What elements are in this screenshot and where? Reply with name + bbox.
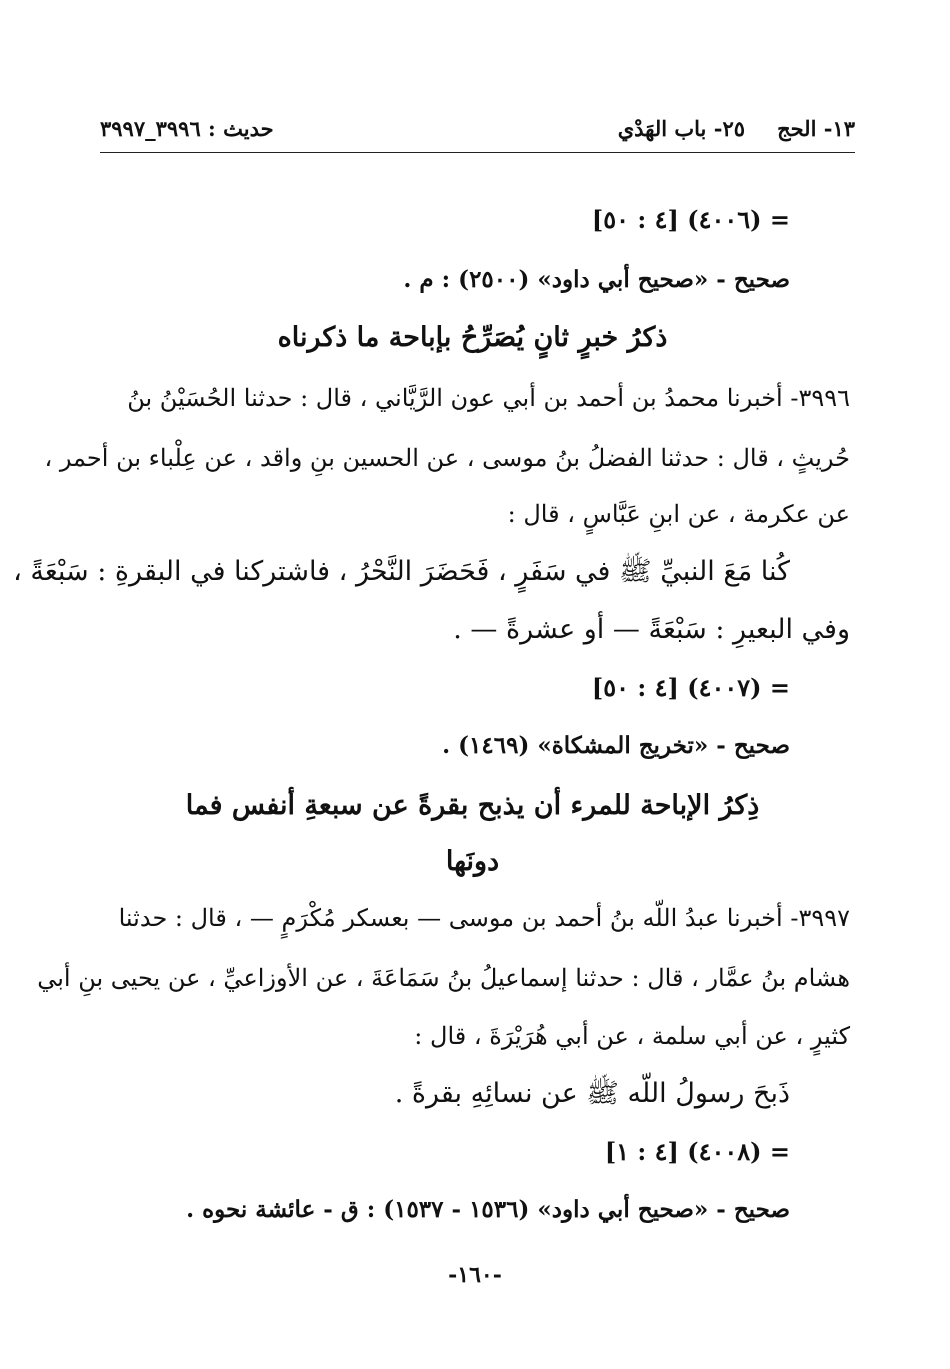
cross-reference-2: = (٤٠٠٧) [٤ : ٥٠] [591, 673, 790, 702]
grading-note-3: صحيح - «صحيح أبي داود» (١٥٣٦ - ١٥٣٧) : ق - عائشة نحوه . [186, 1196, 790, 1223]
isnad-line: حُريثٍ ، قال : حدثنا الفضلُ بنُ موسى ، عن الحسين بنِ واقد ، عن عِلْباء بن أحمر ، [44, 444, 850, 472]
hadith-text-line: كُنا مَعَ النبيِّ ﷺ في سَفَرٍ ، فَحَضَرَ النَّحْرُ ، فاشتركنا في البقرةِ : سَبْعَةً ، [13, 556, 790, 587]
section-heading-1: ذكرُ خبرٍ ثانٍ يُصَرِّحُ بإباحة ما ذكرناه [277, 322, 668, 353]
isnad-line: ٣٩٩٧- أخبرنا عبدُ اللّه بنُ أحمد بن موسى — بعسكر مُكْرَمٍ — ، قال : حدثنا [118, 904, 850, 932]
isnad-line: ٣٩٩٦- أخبرنا محمدُ بن أحمد بن أبي عون الرَّيَّاني ، قال : حدثنا الحُسَيْنُ بنُ [127, 384, 850, 412]
header-chapter-title: ٢٥- باب الهَدْي [617, 116, 745, 141]
grading-note-2: صحيح - «تخريج المشكاة» (١٤٦٩) . [442, 732, 790, 759]
cross-reference-3: = (٤٠٠٨) [٤ : ١] [604, 1137, 790, 1166]
hadith-text-line: وفي البعيرِ : سَبْعَةً — أو عشرةً — . [453, 614, 850, 645]
page-number: -١٦٠- [448, 1262, 502, 1288]
running-header [100, 116, 855, 153]
cross-reference-1: = (٤٠٠٦) [٤ : ٥٠] [591, 205, 790, 234]
grading-note-1: صحيح - «صحيح أبي داود» (٢٥٠٠) : م . [403, 266, 790, 293]
isnad-line: عن عكرمة ، عن ابنِ عَبَّاسٍ ، قال : [507, 500, 850, 528]
hadith-text-line: ذَبحَ رسولُ اللّه ﷺ عن نسائِهِ بقرةً . [394, 1078, 790, 1109]
header-hadith-range: حديث : ٣٩٩٦_٣٩٩٧ [100, 116, 274, 141]
section-heading-2: ذِكرُ الإباحة للمرء أن يذبح بقرةً عن سبعةِ أنفس فما [185, 790, 760, 821]
section-heading-2-continued: دونَها [445, 846, 500, 877]
header-book-title: ١٣- الحج [777, 116, 855, 141]
isnad-line: كثيرٍ ، عن أبي سلمة ، عن أبي هُرَيْرَةَ ، قال : [414, 1022, 850, 1050]
isnad-line: هشام بنُ عمَّار ، قال : حدثنا إسماعيلُ بنُ سَمَاعَةَ ، عن الأوزاعيِّ ، عن يحيى بنِ أبي [37, 964, 850, 992]
